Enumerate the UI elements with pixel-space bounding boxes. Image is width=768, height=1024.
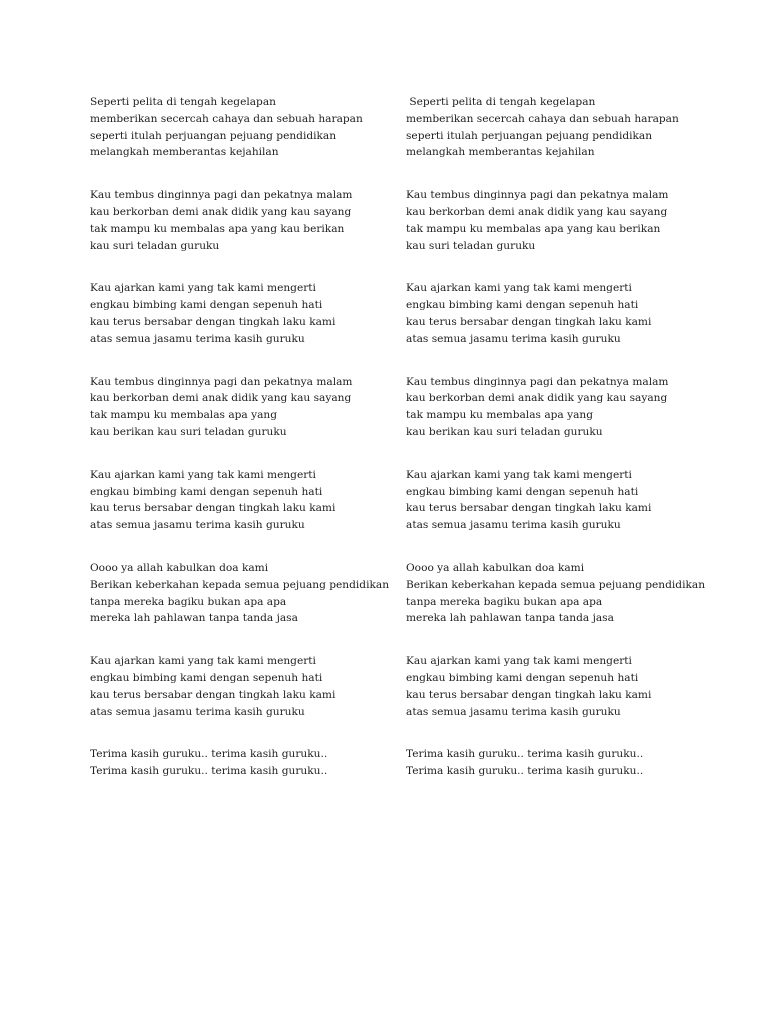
- lyric-line: Seperti pelita di tengah kegelapan: [90, 96, 276, 108]
- lyric-line: atas semua jasamu terima kasih guruku: [90, 705, 305, 718]
- lyric-line: engkau bimbing kami dengan sepenuh hati: [90, 299, 323, 312]
- lyric-line: Terima kasih guruku.. terima kasih guruku..: [90, 748, 328, 761]
- lyric-line: Kau tembus dinginnya pagi dan pekatnya malam: [90, 189, 353, 202]
- lyric-line: kau berikan kau suri teladan guruku: [90, 425, 287, 438]
- lyric-line: Seperti pelita di tengah kegelapan: [406, 96, 596, 108]
- lyric-line: engkau bimbing kami dengan sepenuh hati: [90, 671, 323, 684]
- stanza: [90, 94, 410, 161]
- lyric-line: Terima kasih guruku.. terima kasih guruku..: [406, 748, 644, 761]
- lyric-line: atas semua jasamu terima kasih guruku: [406, 519, 621, 532]
- lyric-line: Kau tembus dinginnya pagi dan pekatnya malam: [90, 375, 353, 388]
- stanza: [406, 467, 726, 534]
- lyric-line: kau terus bersabar dengan tingkah laku kami: [90, 315, 336, 328]
- lyric-line: memberikan secercah cahaya dan sebuah harapan: [406, 112, 679, 125]
- lyric-line: atas semua jasamu terima kasih guruku: [90, 519, 305, 532]
- lyric-line: atas semua jasamu terima kasih guruku: [406, 332, 621, 345]
- stanza: [406, 653, 726, 720]
- lyric-line: melangkah memberantas kejahilan: [90, 146, 279, 159]
- lyric-line: tanpa mereka bagiku bukan apa apa: [406, 595, 603, 608]
- lyric-line: tak mampu ku membalas apa yang kau berikan: [90, 222, 345, 235]
- lyric-line: Kau ajarkan kami yang tak kami mengerti: [90, 655, 316, 668]
- stanza: [90, 467, 410, 534]
- lyric-line: tak mampu ku membalas apa yang: [406, 409, 593, 422]
- lyric-line: mereka lah pahlawan tanpa tanda jasa: [90, 612, 298, 625]
- lyric-line: tak mampu ku membalas apa yang kau berikan: [406, 222, 661, 235]
- stanza: [90, 560, 410, 627]
- stanza: [90, 653, 410, 720]
- lyric-line: engkau bimbing kami dengan sepenuh hati: [406, 299, 639, 312]
- lyric-line: tanpa mereka bagiku bukan apa apa: [90, 595, 287, 608]
- lyric-line: seperti itulah perjuangan pejuang pendidikan: [90, 129, 337, 142]
- lyric-line: seperti itulah perjuangan pejuang pendidikan: [406, 129, 653, 142]
- stanza: [90, 280, 410, 347]
- lyric-line: Oooo ya allah kabulkan doa kami: [406, 561, 585, 574]
- stanza: [406, 374, 726, 441]
- stanza: [406, 746, 726, 780]
- lyric-line: kau berkorban demi anak didik yang kau sayang: [406, 205, 668, 218]
- stanza: [90, 746, 410, 780]
- lyric-line: kau terus bersabar dengan tingkah laku kami: [406, 315, 652, 328]
- lyric-line: kau suri teladan guruku: [90, 239, 220, 252]
- lyric-line: melangkah memberantas kejahilan: [406, 146, 595, 159]
- stanza: [406, 187, 726, 254]
- lyric-line: engkau bimbing kami dengan sepenuh hati: [406, 671, 639, 684]
- lyric-line: Kau tembus dinginnya pagi dan pekatnya malam: [406, 375, 669, 388]
- lyric-line: engkau bimbing kami dengan sepenuh hati: [90, 485, 323, 498]
- lyric-line: engkau bimbing kami dengan sepenuh hati: [406, 485, 639, 498]
- lyric-line: tak mampu ku membalas apa yang: [90, 409, 277, 422]
- lyric-line: Berikan keberkahan kepada semua pejuang pendidikan: [90, 578, 390, 591]
- lyric-line: atas semua jasamu terima kasih guruku: [406, 705, 621, 718]
- lyric-line: memberikan secercah cahaya dan sebuah harapan: [90, 112, 363, 125]
- stanza: [406, 94, 726, 161]
- lyric-line: atas semua jasamu terima kasih guruku: [90, 332, 305, 345]
- lyric-line: Kau tembus dinginnya pagi dan pekatnya malam: [406, 189, 669, 202]
- lyric-line: Terima kasih guruku.. terima kasih guruku..: [90, 765, 328, 778]
- lyric-line: kau berikan kau suri teladan guruku: [406, 425, 603, 438]
- lyric-line: kau terus bersabar dengan tingkah laku kami: [406, 502, 652, 515]
- stanza: [406, 560, 726, 627]
- lyric-line: kau terus bersabar dengan tingkah laku kami: [90, 502, 336, 515]
- stanza: [406, 280, 726, 347]
- lyric-line: kau terus bersabar dengan tingkah laku kami: [90, 688, 336, 701]
- stanza: [90, 187, 410, 254]
- lyric-line: Oooo ya allah kabulkan doa kami: [90, 561, 269, 574]
- stanza: [90, 374, 410, 441]
- lyrics-column-right: [406, 94, 726, 806]
- lyric-line: Terima kasih guruku.. terima kasih guruku..: [406, 765, 644, 778]
- lyric-line: Kau ajarkan kami yang tak kami mengerti: [406, 655, 632, 668]
- lyric-line: kau berkorban demi anak didik yang kau sayang: [406, 392, 668, 405]
- lyric-line: kau berkorban demi anak didik yang kau sayang: [90, 205, 352, 218]
- lyric-line: Kau ajarkan kami yang tak kami mengerti: [406, 468, 632, 481]
- lyric-line: kau suri teladan guruku: [406, 239, 536, 252]
- lyric-line: mereka lah pahlawan tanpa tanda jasa: [406, 612, 614, 625]
- lyric-line: Kau ajarkan kami yang tak kami mengerti: [90, 282, 316, 295]
- lyric-line: Berikan keberkahan kepada semua pejuang pendidikan: [406, 578, 706, 591]
- lyric-line: kau berkorban demi anak didik yang kau sayang: [90, 392, 352, 405]
- lyric-line: Kau ajarkan kami yang tak kami mengerti: [406, 282, 632, 295]
- lyric-line: Kau ajarkan kami yang tak kami mengerti: [90, 468, 316, 481]
- lyrics-column-left: [90, 94, 410, 806]
- lyric-line: kau terus bersabar dengan tingkah laku kami: [406, 688, 652, 701]
